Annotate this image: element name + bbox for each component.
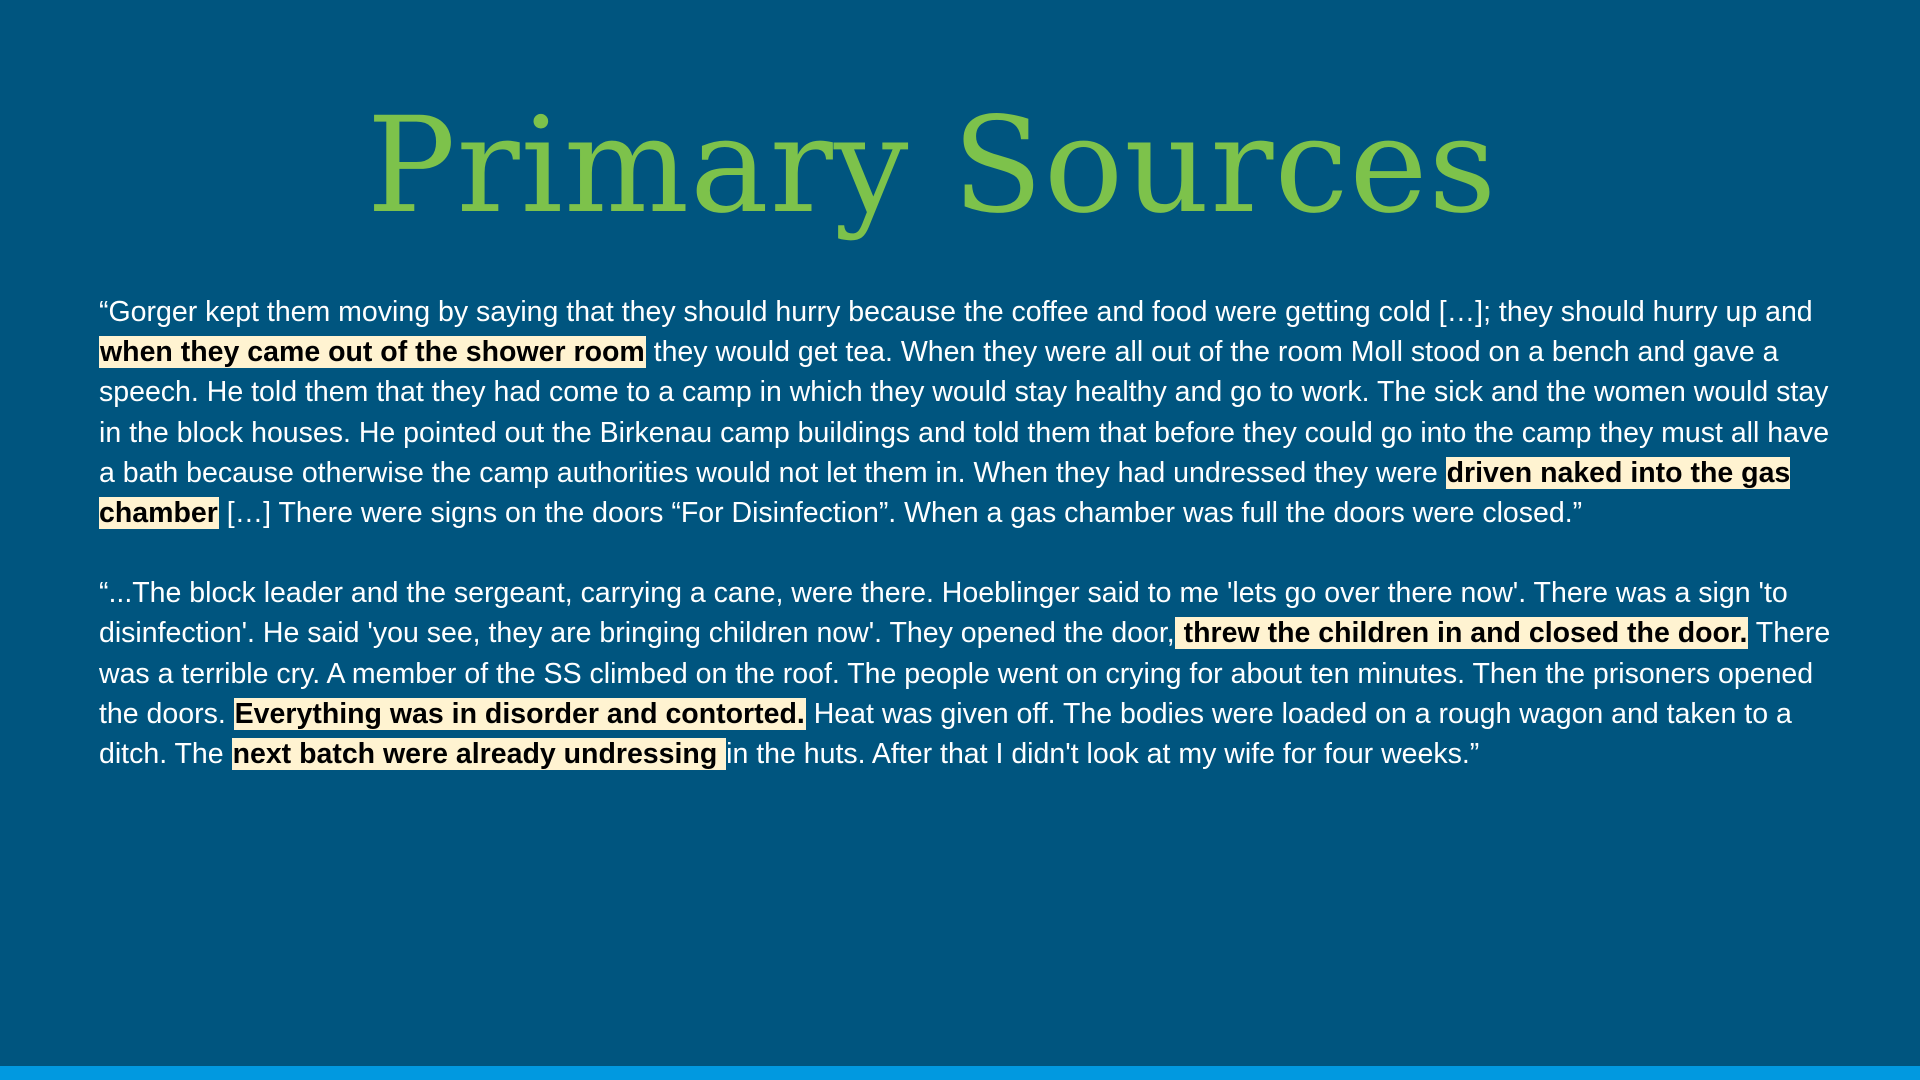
quote-text: There was a terrible cry. A member of the SS climbed on the roof. The people went on crying for about ten minutes. Then the prisoners opened the doors. (99, 617, 1831, 730)
quote-paragraph-2 (99, 573, 1839, 774)
quote-body (99, 292, 1839, 774)
slide-title: Primary Sources (366, 89, 1498, 243)
highlighted-phrase: Everything was in disorder and contorted. (234, 697, 805, 730)
quote-text: they would get tea. When they were all out of the room Moll stood on a bench and gave a speech. He told them that they had come to a camp in which they would stay healthy and go to work. The sick and the women would stay in the block houses. He pointed out the Birkenau camp buildings and told them that before they could go into the camp they must all have a bath because otherwise the camp authorities would not let them in. When they had undressed they were (99, 336, 1830, 489)
quote-text: […] There were signs on the doors “For Disinfection”. When a gas chamber was full the doors were closed.” (218, 497, 1583, 530)
highlighted-phrase: next batch were already undressing (232, 738, 726, 771)
quote-text: “...The block leader and the sergeant, carrying a cane, were there. Hoeblinger said to me 'lets go over there now'. There was a sign 'to disinfection'. He said 'you see, they are bringing children now'. They opened the door, (99, 577, 1788, 650)
highlighted-phrase: threw the children in and closed the door. (1175, 617, 1748, 650)
footer-bar (0, 1066, 1920, 1080)
quote-text: in the huts. After that I didn't look at my wife for four weeks.” (726, 738, 1480, 771)
highlighted-phrase: driven naked into the gas chamber (99, 456, 1791, 530)
quote-text: Heat was given off. The bodies were loaded on a rough wagon and taken to a ditch. The (99, 697, 1792, 771)
quote-text: “Gorger kept them moving by saying that they should hurry because the coffee and food were getting cold […]; they should hurry up and (99, 296, 1813, 328)
highlighted-phrase: when they came out of the shower room (100, 336, 645, 369)
quote-paragraph-1 (99, 292, 1839, 533)
